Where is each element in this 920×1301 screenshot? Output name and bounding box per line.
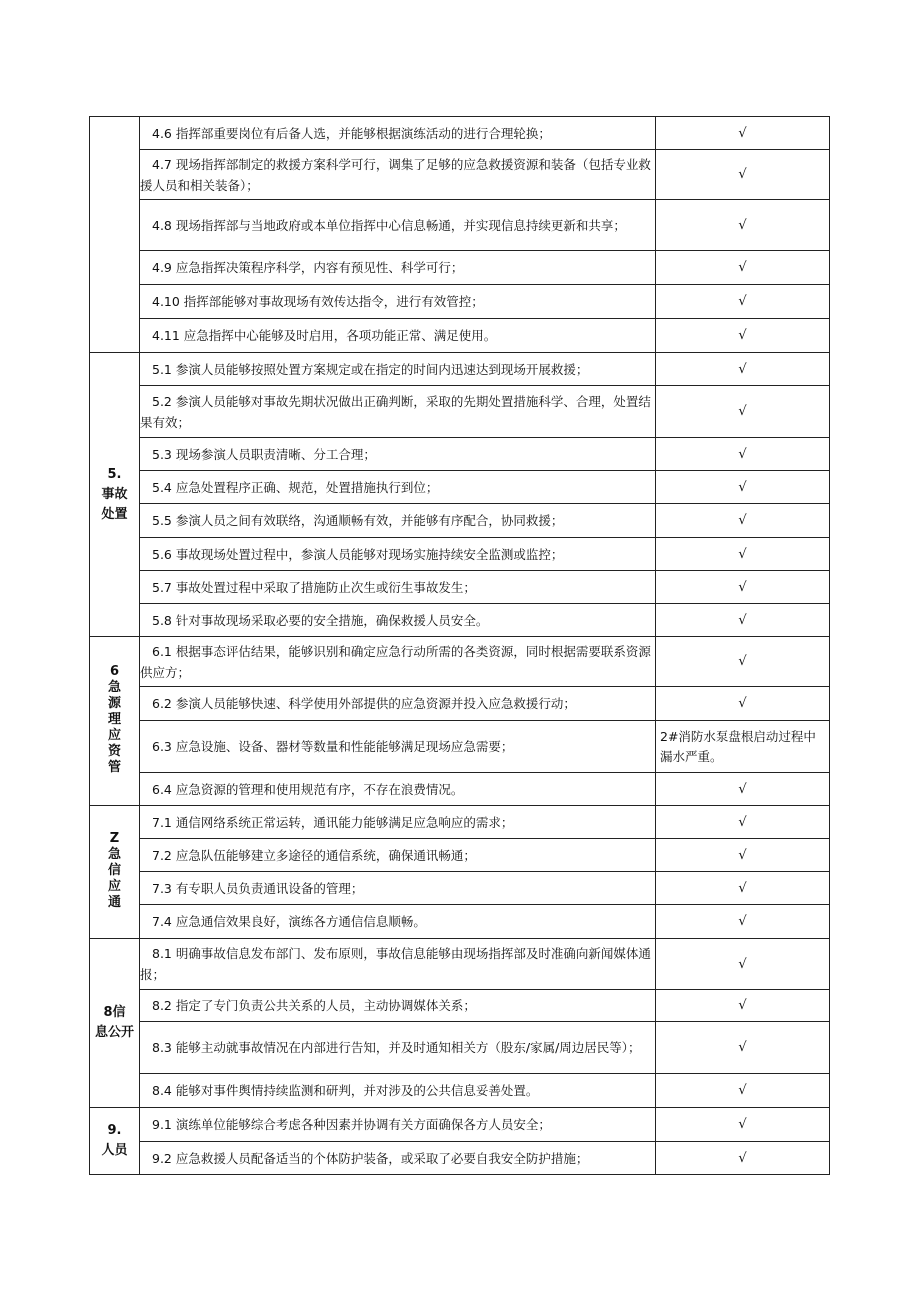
category-cell-9	[90, 1108, 140, 1175]
table-row	[90, 604, 830, 637]
result-5-7: √	[656, 571, 830, 604]
criterion-8-1: 8.1 明确事故信息发布部门、发布原则，事故信息能够由现场指挥部及时准确向新闻媒体通报；	[140, 939, 656, 990]
result-6-3-note: 2#消防水泵盘根启动过程中漏水严重。	[656, 721, 830, 773]
result-5-4: √	[656, 471, 830, 504]
category-cell-4	[90, 117, 140, 353]
result-5-1: √	[656, 353, 830, 386]
result-4-7: √	[656, 150, 830, 200]
result-8-3: √	[656, 1022, 830, 1074]
criterion-4-9: 4.9 应急指挥决策程序科学，内容有预见性、科学可行；	[140, 251, 656, 285]
category-label-5: 事故处置	[101, 486, 128, 522]
result-4-6: √	[656, 117, 830, 150]
result-5-6: √	[656, 538, 830, 571]
criterion-8-3: 8.3 能够主动就事故情况在内部进行告知，并及时通知相关方（股东/家属/周边居民等）；	[140, 1022, 656, 1074]
result-8-4: √	[656, 1074, 830, 1108]
criterion-6-4: 6.4 应急资源的管理和使用规范有序，不存在浪费情况。	[140, 773, 656, 806]
result-7-1: √	[656, 806, 830, 839]
result-4-9: √	[656, 251, 830, 285]
criterion-7-3: 7.3 有专职人员负责通讯设备的管理；	[140, 872, 656, 905]
result-6-1: √	[656, 637, 830, 687]
table-row	[90, 773, 830, 806]
criterion-7-4: 7.4 应急通信效果良好，演练各方通信信息顺畅。	[140, 905, 656, 939]
category-label-6: 6急源理应资管	[107, 664, 121, 775]
result-8-2: √	[656, 990, 830, 1022]
criterion-5-1: 5.1 参演人员能够按照处置方案规定或在指定的时间内迅速达到现场开展救援；	[140, 353, 656, 386]
result-7-4: √	[656, 905, 830, 939]
category-cell-7	[90, 806, 140, 939]
result-5-8: √	[656, 604, 830, 637]
criterion-4-11: 4.11 应急指挥中心能够及时启用，各项功能正常、满足使用。	[140, 319, 656, 353]
table-row	[90, 872, 830, 905]
result-4-8: √	[656, 200, 830, 251]
criterion-5-6: 5.6 事故现场处置过程中，参演人员能够对现场实施持续安全监测或监控；	[140, 538, 656, 571]
table-row	[90, 571, 830, 604]
result-4-10: √	[656, 285, 830, 319]
criterion-8-2: 8.2 指定了专门负责公共关系的人员，主动协调媒体关系；	[140, 990, 656, 1022]
table-row	[90, 990, 830, 1022]
category-label-7: Z急信应通	[107, 831, 121, 910]
result-9-1: √	[656, 1108, 830, 1142]
result-7-2: √	[656, 839, 830, 872]
result-8-1: √	[656, 939, 830, 990]
criterion-4-10: 4.10 指挥部能够对事故现场有效传达指令，进行有效管控；	[140, 285, 656, 319]
table-row	[90, 150, 830, 200]
category-cell-5	[90, 353, 140, 637]
criterion-5-8: 5.8 针对事故现场采取必要的安全措施，确保救援人员安全。	[140, 604, 656, 637]
table-row	[90, 251, 830, 285]
table-row	[90, 117, 830, 150]
category-label-9: 人员	[101, 1143, 128, 1158]
table-row	[90, 687, 830, 721]
category-number-9: 9.	[107, 1123, 122, 1138]
table-row	[90, 386, 830, 438]
criterion-4-6: 4.6 指挥部重要岗位有后备人选，并能够根据演练活动的进行合理轮换；	[140, 117, 656, 150]
result-5-3: √	[656, 438, 830, 471]
category-label-8-line2: 息公开	[94, 1025, 134, 1040]
table-row	[90, 438, 830, 471]
result-6-2: √	[656, 687, 830, 721]
table-row	[90, 905, 830, 939]
category-label-8-line1: 8信	[103, 1005, 126, 1020]
category-cell-6	[90, 637, 140, 806]
result-5-5: √	[656, 504, 830, 538]
criterion-5-4: 5.4 应急处置程序正确、规范，处置措施执行到位；	[140, 471, 656, 504]
category-cell-8	[90, 939, 140, 1108]
table-row	[90, 1142, 830, 1175]
criterion-5-5: 5.5 参演人员之间有效联络，沟通顺畅有效，并能够有序配合，协同救援；	[140, 504, 656, 538]
table-row	[90, 839, 830, 872]
criterion-4-7: 4.7 现场指挥部制定的救援方案科学可行，调集了足够的应急救援资源和装备（包括专业救援人员和相关装备）；	[140, 150, 656, 200]
table-row	[90, 1108, 830, 1142]
table-row	[90, 200, 830, 251]
category-number-5: 5.	[107, 466, 122, 482]
result-9-2: √	[656, 1142, 830, 1175]
criterion-9-1: 9.1 演练单位能够综合考虑各种因素并协调有关方面确保各方人员安全；	[140, 1108, 656, 1142]
result-5-2: √	[656, 386, 830, 438]
criterion-4-8: 4.8 现场指挥部与当地政府或本单位指挥中心信息畅通，并实现信息持续更新和共享；	[140, 200, 656, 251]
criterion-5-3: 5.3 现场参演人员职责清晰、分工合理；	[140, 438, 656, 471]
table-row	[90, 1074, 830, 1108]
table-row	[90, 637, 830, 687]
result-4-11: √	[656, 319, 830, 353]
criterion-7-1: 7.1 通信网络系统正常运转，通讯能力能够满足应急响应的需求；	[140, 806, 656, 839]
criterion-7-2: 7.2 应急队伍能够建立多途径的通信系统，确保通讯畅通；	[140, 839, 656, 872]
table-row	[90, 538, 830, 571]
table-row	[90, 1022, 830, 1074]
criterion-6-3: 6.3 应急设施、设备、器材等数量和性能能够满足现场应急需要；	[140, 721, 656, 773]
result-6-4: √	[656, 773, 830, 806]
table-row	[90, 939, 830, 990]
result-7-3: √	[656, 872, 830, 905]
table-row	[90, 504, 830, 538]
table-row	[90, 721, 830, 773]
table-row	[90, 285, 830, 319]
evaluation-table	[89, 116, 830, 1175]
table-row	[90, 319, 830, 353]
criterion-5-2: 5.2 参演人员能够对事故先期状况做出正确判断，采取的先期处置措施科学、合理，处置结果有效；	[140, 386, 656, 438]
criterion-6-1: 6.1 根据事态评估结果，能够识别和确定应急行动所需的各类资源，同时根据需要联系资源供应方；	[140, 637, 656, 687]
criterion-9-2: 9.2 应急救援人员配备适当的个体防护装备，或采取了必要自我安全防护措施；	[140, 1142, 656, 1175]
table-row	[90, 353, 830, 386]
table-row	[90, 471, 830, 504]
criterion-6-2: 6.2 参演人员能够快速、科学使用外部提供的应急资源并投入应急救援行动；	[140, 687, 656, 721]
table-row	[90, 806, 830, 839]
criterion-8-4: 8.4 能够对事件舆情持续监测和研判，并对涉及的公共信息妥善处置。	[140, 1074, 656, 1108]
criterion-5-7: 5.7 事故处置过程中采取了措施防止次生或衍生事故发生；	[140, 571, 656, 604]
